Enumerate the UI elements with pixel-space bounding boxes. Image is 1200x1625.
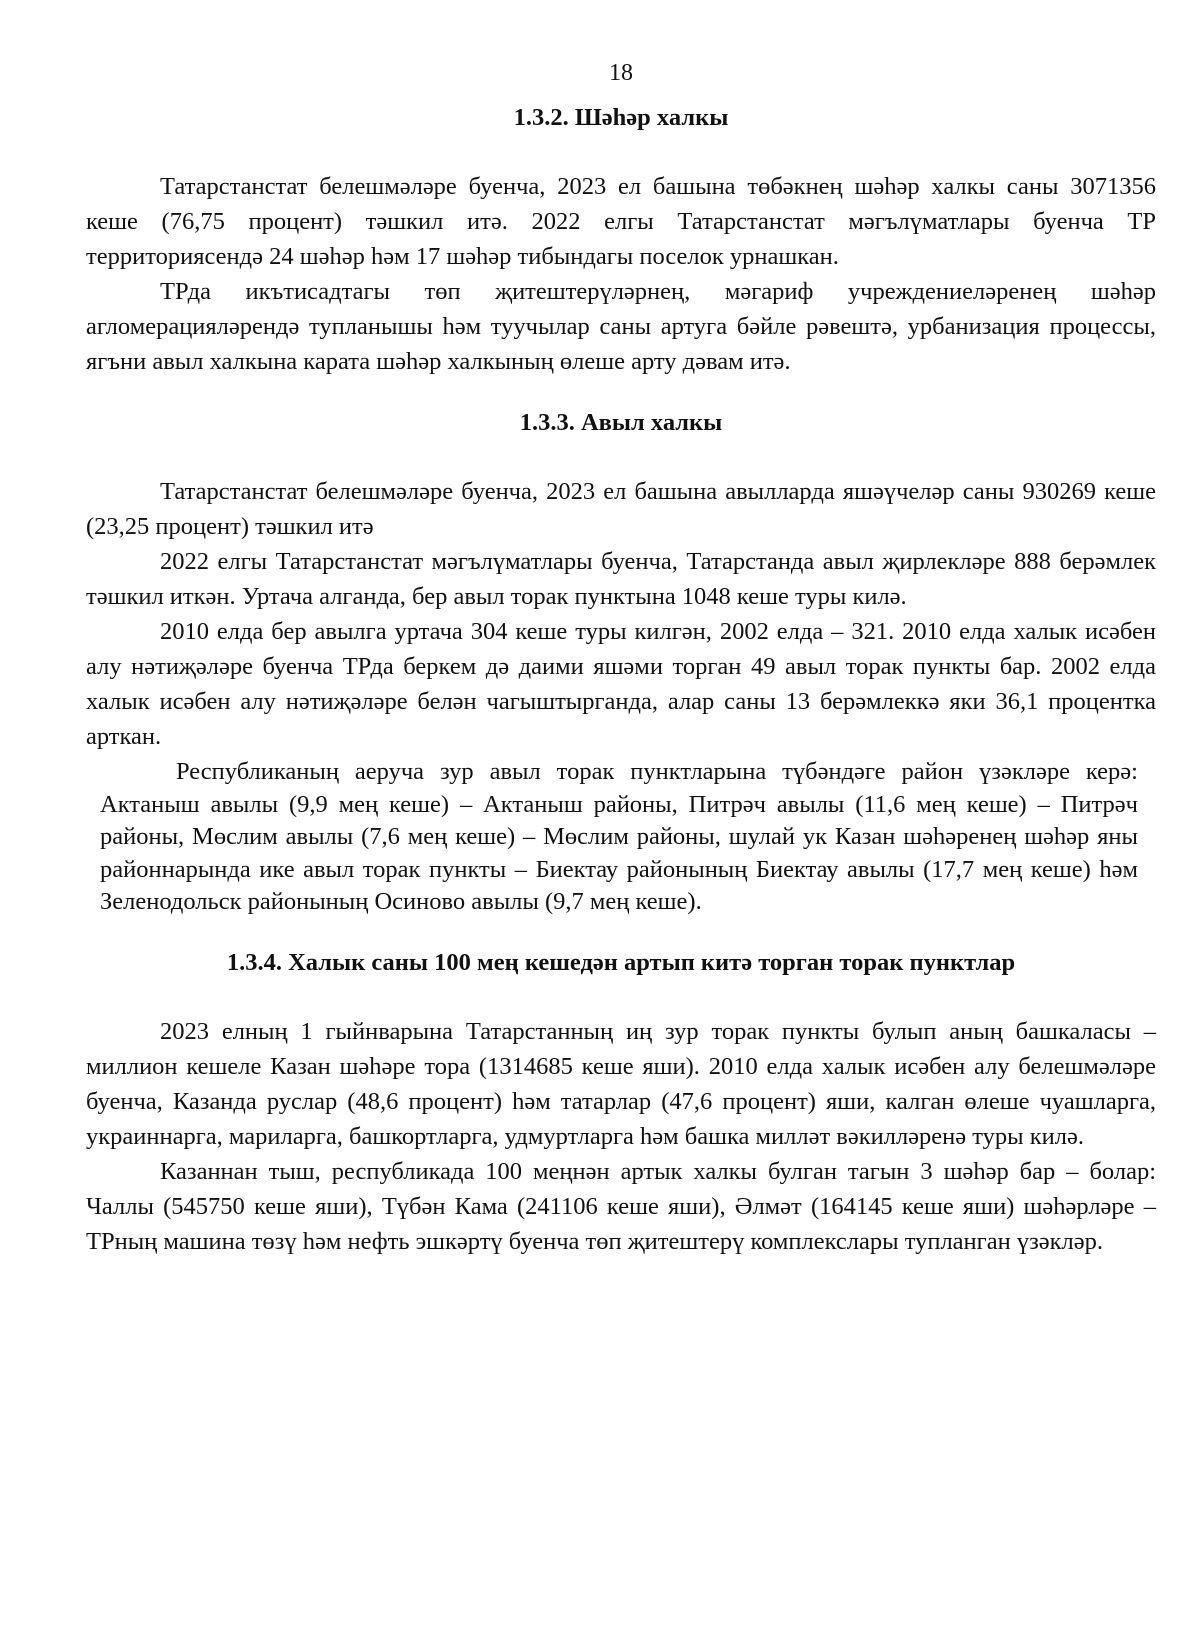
page-number: 18 [609, 60, 633, 86]
paragraph: Казаннан тыш, республикада 100 меңнән артык халкы булган тагын 3 шәһәр бар – болар: Чаллы (545750 кеше яши), Түбән Кама (241106 кеше яши), Әлмәт (164145 кеше яши) шәһәрләре – ТРның машина төзү һәм нефть эшкәртү буенча төп җитештерү комплекслары тупланган үзәкләр. [86, 1157, 1156, 1255]
paragraph: ТРда икътисадтагы төп җитештерүләрнең, мәгариф учреждениеләренең шәһәр агломерацияләрендә тупланышы һәм туучылар саны артуга бәйле рәвештә, урбанизация процессы, ягъни авыл халкына карата шәһәр халкының өлеше арту дәвам итә. [86, 278, 1156, 375]
paragraph: 2023 елның 1 гыйнварына Татарстанның иң зур торак пункты булып аның башкаласы – миллион кешеле Казан шәһәре тора (1314685 кеше яши). 2010 елда халык исәбен алу белешмәләре буенча, Казанда руслар (48,6 процент) һәм татарлар (47,6 процент) яши, калган өлеше чуашларга, украиннарга, мариларга, башкортларга, удмуртларга һәм башка милләт вәкилләренә туры килә. [86, 1017, 1156, 1150]
section-heading: 1.3.3. Авыл халкы [519, 409, 723, 436]
paragraph: 2010 елда бер авылга уртача 304 кеше туры килгән, 2002 елда – 321. 2010 елда халык исәбен алу нәтиҗәләре буенча ТРда беркем дә даими яшәми торган 49 авыл торак пункты бар. 2002 елда халык исәбен алу нәтиҗәләре белән чагыштырганда, алар саны 13 берәмлеккә яки 36,1 процентка арткан. [86, 618, 1156, 750]
paragraph: Татарстанстат белешмәләре буенча, 2023 ел башына авылларда яшәүчеләр саны 930269 кеше (23,25 процент) тәшкил итә [86, 478, 1156, 540]
document-page [86, 58, 1156, 1259]
section-heading: 1.3.2. Шәһәр халкы [513, 104, 729, 131]
paragraph: Татарстанстат белешмәләре буенча, 2023 ел башына төбәкнең шәһәр халкы саны 3071356 кеше (76,75 процент) тәшкил итә. 2022 елгы Татарстанстат мәгълүматлары буенча ТР территориясендә 24 шәһәр һәм 17 шәһәр тибындагы поселок урнашкан. [86, 173, 1156, 270]
section-rural-population [86, 405, 1156, 919]
section-large-settlements [86, 945, 1156, 1259]
paragraph: 2022 елгы Татарстанстат мәгълүматлары буенча, Татарстанда авыл җирлекләре 888 берәмлек тәшкил иткән. Уртача алганда, бер авыл торак пунктына 1048 кеше туры килә. [86, 548, 1156, 610]
paragraph: Республиканың аеруча зур авыл торак пунктларына түбәндәге район үзәкләре керә: Актаныш авылы (9,9 мең кеше) – Актаныш районы, Питрәч авылы (11,6 мең кеше) – Питрәч районы, Мөслим авылы (7,6 мең кеше) – Мөслим районы, шулай ук Казан шәһәренең шәһәр яны районнарында ике авыл торак пункты – Биектау районының Биектау авылы (17,7 мең кеше) һәм Зеленодольск районының Осиново авылы (9,7 мең кеше). [100, 758, 1138, 915]
section-heading: 1.3.4. Халык саны 100 мең кешедән артып китә торган торак пунктлар [226, 948, 1016, 976]
section-urban-population [86, 100, 1156, 379]
